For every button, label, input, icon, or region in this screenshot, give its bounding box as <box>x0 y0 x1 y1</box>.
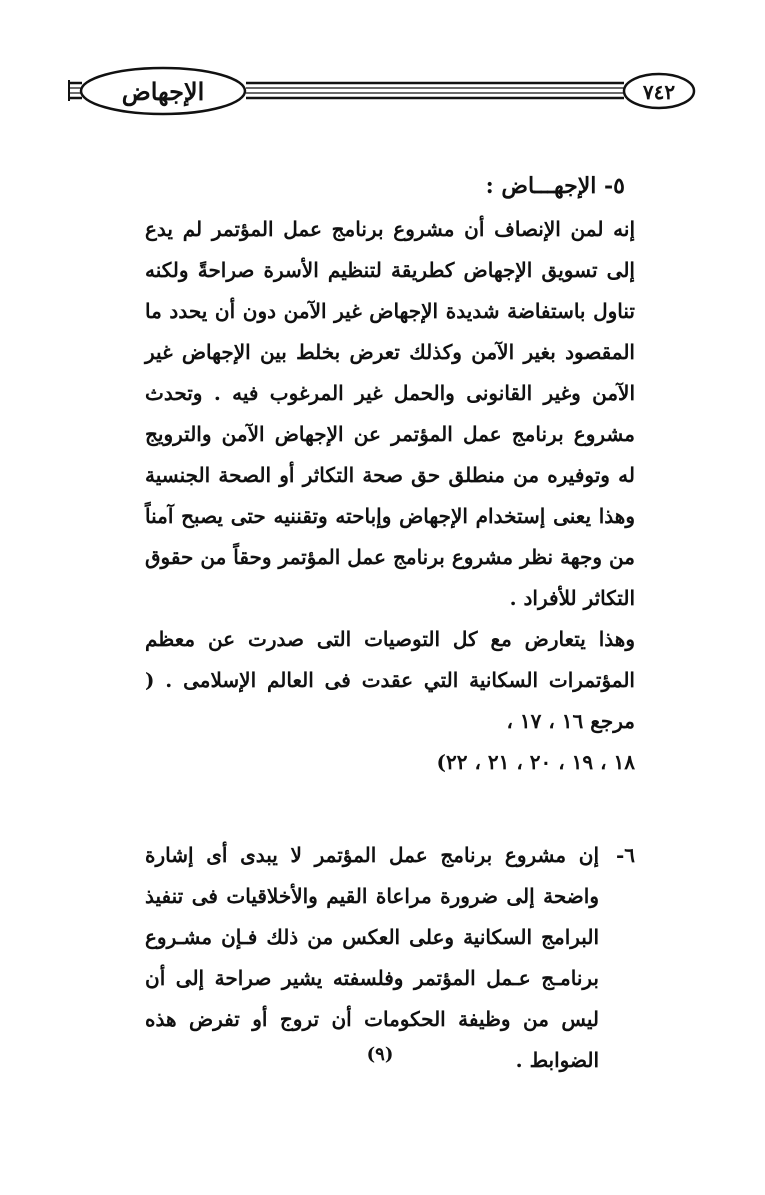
page-header <box>68 66 698 118</box>
page-body <box>145 166 635 1081</box>
section-5-references: ١٨ ، ١٩ ، ٢٠ ، ٢١ ، ٢٢) <box>436 750 635 774</box>
page-footer-marker: (٩) <box>366 1044 394 1065</box>
section-5-paragraph-1: إنه لمن الإنصاف أن مشروع برنامج عمل المؤتمر لم يدع إلى تسويق الإجهاض كطريقة لتنظيم الأسرة صراحةً ولكنه تناول باستفاضة شديدة الإجهاض غير الآمن دون أن يحدد ما المقصود بغير الآمن وكذلك تعرض بخلط بين الإجهاض غير الآمن وغير القانونى والحمل غير المرغوب فيه . وتحدث مشروع برنامج عمل المؤتمر عن الإجهاض الآمن والترويج له وتوفيره من منطلق حق صحة التكاثر أو الصحة الجنسية وهذا يعنى إستخدام الإجهاض وإباحته وتقننيه حتى يصبح آمناً من وجهة نظر مشروع برنامج عمل المؤتمر وحقاً من حقوق التكاثر للأفراد . <box>145 217 635 610</box>
section-6-text: إن مشروع برنامج عمل المؤتمر لا يبدى أى إشارة واضحة إلى ضرورة مراعاة القيم والأخلاقيات فى تنفيذ البرامج السكانية وعلى العكس من ذلك فـإن مشـروع برنامـج عـمل المؤتمر وفلسفته يشير صراحة إلى أن ليس من وظيفة الحكومات أن تروج أو تفرض هذه الضوابط . <box>145 843 599 1072</box>
section-6-number: ٦- <box>615 843 635 867</box>
section-spacer <box>145 783 635 835</box>
section-heading: ٥- الإجهـــاض : <box>485 173 625 199</box>
page-title: الإجهاض <box>121 77 205 106</box>
section-5-paragraph-2: وهذا يتعارض مع كل التوصيات التى صدرت عن معظم المؤتمرات السكانية التي عقدت فى العالم الإسلامى . ( مرجع ١٦ ، ١٧ ، <box>145 627 635 733</box>
page-number: ٧٤٢ <box>642 80 676 104</box>
